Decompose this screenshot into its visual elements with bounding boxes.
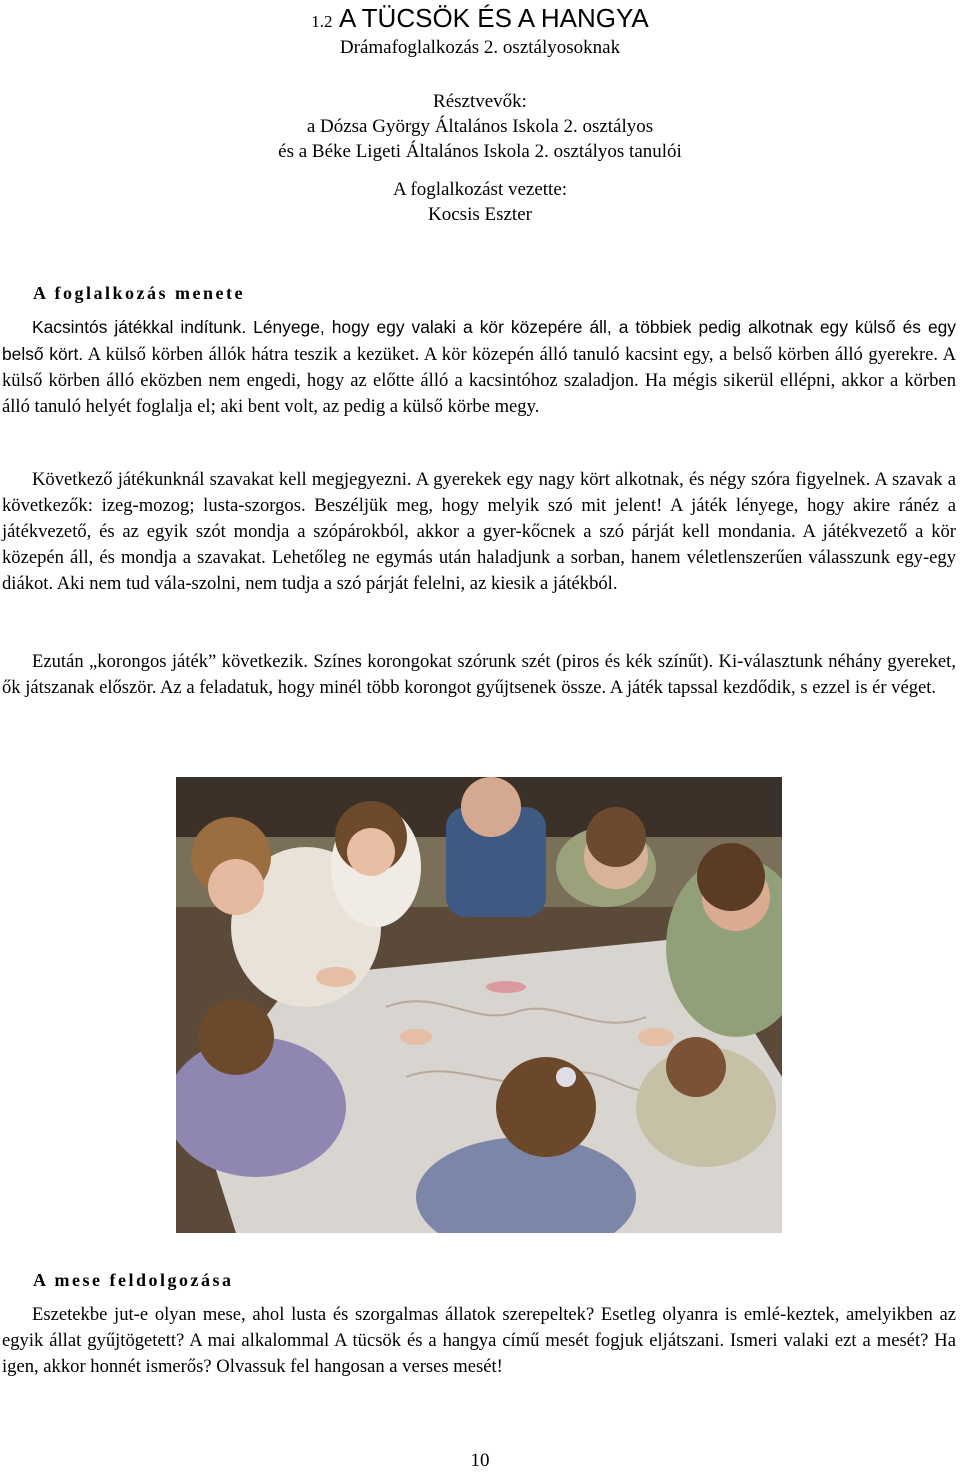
leader-name: Kocsis Eszter: [428, 204, 532, 225]
paragraph-mese: Eszetekbe jut-e olyan mese, ahol lusta és szorgalmas állatok szerepeltek? Esetleg olyanra is emlé-keztek, amelyikben az egyik állat gyűjtögetett? A mai alkalommal A tücsök és a hangya című mesét fogjuk eljátszani. Ismeri valaki ezt a mesét? Ha igen, akkor honnét ismerős? Olvassuk fel hangosan a verses mesét!: [2, 1304, 956, 1377]
participants-line2: és a Béke Ligeti Általános Iskola 2. osztályos tanulói: [278, 141, 682, 162]
participants-line1: a Dózsa György Általános Iskola 2. osztályos: [306, 116, 654, 137]
paragraph-korongos: Ezután „korongos játék” következik. Színes korongokat szórunk szét (piros és kék színűt). Ki-választunk néhány gyereket, ők játszanak először. Az a feladatuk, hogy minél több korongot gyűjtsenek össze. A játék tapssal kezdődik, s ezzel is ér véget.: [2, 651, 956, 698]
section-heading-mese: A mese feldolgozása: [33, 1270, 234, 1290]
title-text: A TÜCSÖK ÉS A HANGYA: [339, 3, 649, 33]
subtitle: Drámafoglalkozás 2. osztályosoknak: [339, 37, 621, 58]
page-title: [0, 2, 960, 38]
leader-label: A foglalkozást vezette:: [392, 179, 568, 200]
page-number: 10: [470, 1450, 490, 1471]
children-playing-photo: [176, 777, 782, 1233]
section-heading-menete: A foglalkozás menete: [33, 283, 245, 303]
photo-illustration: [176, 777, 782, 1233]
section-number: 1.2: [311, 12, 333, 31]
paragraph-kacsintos: [2, 314, 956, 420]
paragraph-kacsintos-rest: A külső körben állók hátra teszik a kezüket. A kör közepén álló tanuló kacsint egy, a belső körben álló gyerekre. A külső körben álló eközben nem engedi, hogy az előtte álló a kacsintóhoz szaladjon. Ha mégis sikerül ellépni, akkor a körben álló tanuló helyét foglalja el; aki bent volt, az pedig a külső körbe megy.: [2, 344, 956, 417]
paragraph-kacsintos-intro: Kacsintós játékkal indítunk. Lényege, hogy egy valaki a kör közepére áll, a többiek pedig alkotnak egy külső és egy belső kört.: [2, 317, 956, 364]
paragraph-szavak: Következő játékunknál szavakat kell megjegyezni. A gyerekek egy nagy kört alkotnak, és négy szóra figyelnek. A szavak a következők: izeg-mozog; lusta-szorgos. Beszéljük meg, hogy melyik szó mit jelent! A játék lényege, hogy akire ránéz a játékvezető, és az egyik szót mondja a szópárokból, akkor a gyer-kőcnek a szó párját kell mondania. A játékvezető a kör közepén áll, és mondja a szavakat. Lehetőleg ne egymás után haladjunk a sorban, hanem véletlenszerűen válasszunk egy-egy diákot. Aki nem tud vála-szolni, nem tudja a szó párját felelni, az kiesik a játékból.: [2, 469, 956, 594]
participants-label: Résztvevők:: [433, 91, 527, 112]
